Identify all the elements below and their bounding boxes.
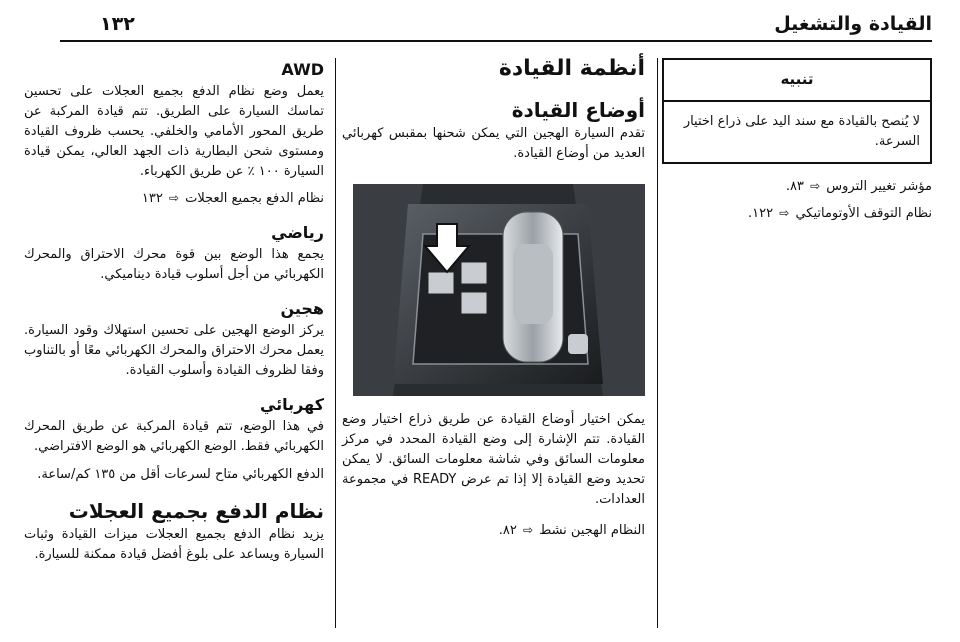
- page-ref-icon: ⇨: [168, 191, 180, 205]
- mode-selection-paragraph: يمكن اختيار أوضاع القيادة عن طريق ذراع اختيار وضع القيادة. تتم الإشارة إلى وضع القيادة المحدد في مركز معلومات السائق وفي شاشة معلومات السائق. لا يمكن تحديد وضع القيادة إلا إذا تم عرض READY في مجموعة العدادات.: [342, 412, 645, 507]
- sport-heading: رياضي: [271, 223, 324, 242]
- notice-box: [662, 58, 932, 164]
- awd-system-heading: نظام الدفع بجميع العجلات: [68, 499, 324, 523]
- column-divider: [335, 58, 337, 628]
- column-left: [24, 58, 324, 628]
- section-title: القيادة والتشغيل: [774, 13, 932, 35]
- intro-paragraph: تقدم السيارة الهجين التي يمكن شحنها بمقبس كهربائي العديد من أوضاع القيادة.: [342, 126, 645, 161]
- cross-reference: نظام الدفع بجميع العجلات ⇨ ١٣٢: [141, 191, 324, 206]
- drive-mode-selector-photo: [353, 184, 645, 396]
- cross-reference: مؤشر تغيير التروس ⇨ ٨٣.: [785, 179, 932, 194]
- gear-selector-illustration: [353, 184, 645, 396]
- hybrid-heading: هجين: [280, 299, 324, 318]
- awd-system-paragraph: يزيد نظام الدفع بجميع العجلات ميزات القيادة وثبات السيارة ويساعد على بلوغ أفضل قيادة ممكنة للسيارة.: [24, 527, 324, 562]
- page-ref-icon: ⇨: [810, 179, 821, 193]
- chapter-heading: أنظمة القيادة: [498, 56, 645, 81]
- page-header: [60, 8, 932, 42]
- notice-text: لا يُنصح بالقيادة مع سند اليد على ذراع اختيار السرعة.: [683, 114, 920, 149]
- column-middle: [342, 58, 645, 628]
- column-right: [662, 58, 932, 628]
- electric-heading: كهربائي: [259, 395, 324, 414]
- page-ref-icon: ⇨: [779, 206, 790, 220]
- section-heading: أوضاع القيادة: [511, 98, 645, 122]
- page-number: ١٣٢: [100, 13, 135, 35]
- column-divider: [657, 58, 659, 628]
- awd-heading: AWD: [281, 60, 324, 79]
- page-ref-icon: ⇨: [523, 523, 534, 537]
- cross-reference: نظام التوقف الأوتوماتيكي ⇨ ١٢٢.: [748, 206, 932, 221]
- hybrid-paragraph: يركز الوضع الهجين على تحسين استهلاك وقود السيارة. يعمل محرك الاحتراق والمحرك الكهربائي معًا أو بالتناوب وفقا لظروف القيادة وأسلوب القيادة.: [24, 323, 324, 378]
- cross-reference: النظام الهجين نشط ⇨ ٨٢.: [498, 523, 645, 538]
- sport-paragraph: يجمع هذا الوضع بين قوة محرك الاحتراق والمحرك الكهربائي من أجل أسلوب قيادة ديناميكي.: [24, 247, 324, 282]
- awd-paragraph: يعمل وضع نظام الدفع بجميع العجلات على تحسين تماسك السيارة على الطريق. تتم قيادة المركبة عن طريق المحور الأمامي والخلفي. يحسب ظروف القيادة ومستوى شحن البطارية ذات الجهد العالي، يمكن قيادة السيارة ١٠٠ ٪ عن طريق الكهرباء.: [24, 84, 324, 179]
- notice-title: تنبيه: [664, 60, 930, 102]
- electric-paragraph: في هذا الوضع، تتم قيادة المركبة عن طريق المحرك الكهربائي فقط. الوضع الكهربائي هو الوضع الافتراضي.: [24, 419, 324, 454]
- electric-speed-note: الدفع الكهربائي متاح لسرعات أقل من ١٣٥ كم/ساعة.: [37, 467, 324, 482]
